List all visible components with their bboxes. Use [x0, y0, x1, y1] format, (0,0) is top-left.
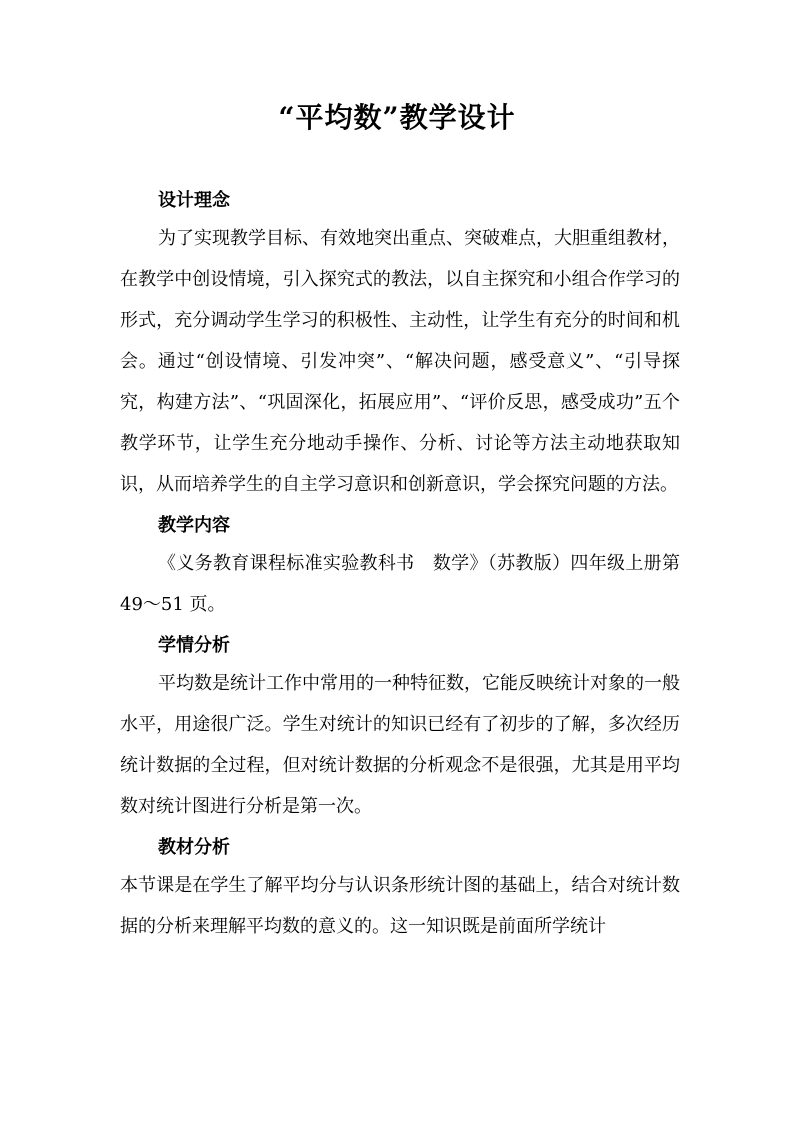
section-paragraph: 为了实现教学目标、有效地突出重点、突破难点，大胆重组教材，在教学中创设情境，引入探究式的教法，以自主探究和小组合作学习的形式，充分调动学生学习的积极性、主动性，让学生有充分的时间和机会。通过“创设情境、引发冲突”、“解决问题，感受意义”、“引导探究，构建方法”、“巩固深化，拓展应用”、“评价反思，感受成功”五个教学环节，让学生充分地动手操作、分析、讨论等方法主动地获取知识，从而培养学生的自主学习意识和创新意识，学会探究问题的方法。	[120, 228, 680, 495]
section-heading: 教学内容	[158, 515, 230, 536]
section-paragraph: 《义务教育课程标准实验教科书 数学》（苏教版）四年级上册第 49～51 页。	[120, 553, 680, 615]
section-paragraph: 本节课是在学生了解平均分与认识条形统计图的基础上，结合对统计数据的分析来理解平均数的意义的。这一知识既是前面所学统计	[120, 875, 680, 937]
section-design-concept	[120, 184, 680, 505]
document-title: “平均数”教学设计	[278, 101, 516, 134]
document-body	[120, 184, 680, 947]
section-heading: 设计理念	[158, 190, 230, 211]
section-teaching-content	[120, 509, 680, 625]
section-heading: 教材分析	[158, 837, 230, 858]
section-learner-analysis	[120, 629, 680, 827]
section-heading: 学情分析	[158, 635, 230, 656]
section-textbook-analysis	[120, 831, 680, 947]
section-paragraph: 平均数是统计工作中常用的一种特征数，它能反映统计对象的一般水平，用途很广泛。学生对统计的知识已经有了初步的了解，多次经历统计数据的全过程，但对统计数据的分析观念不是很强，尤其是用平均数对统计图进行分析是第一次。	[120, 673, 680, 817]
